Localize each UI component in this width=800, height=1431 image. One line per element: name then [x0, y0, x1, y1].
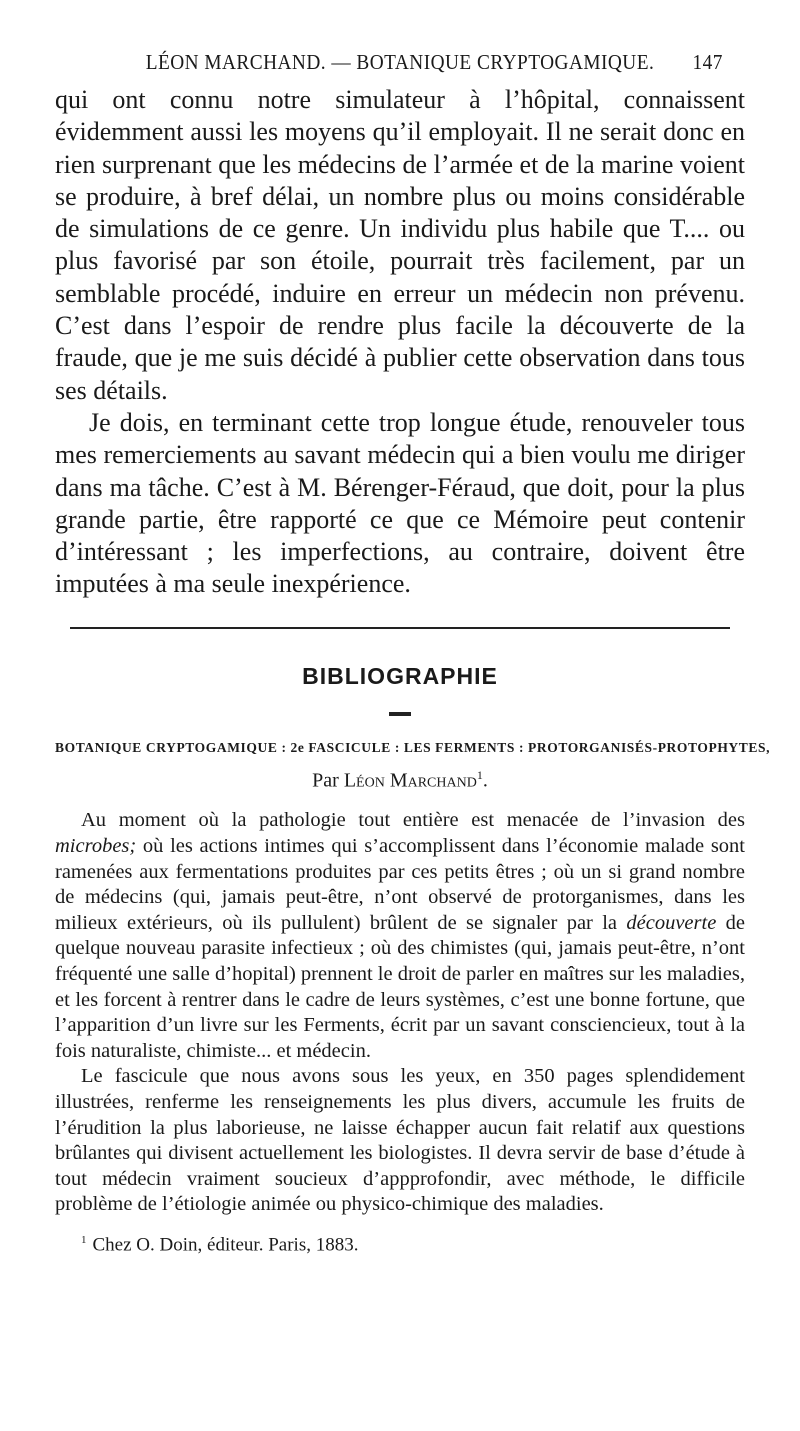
author-name: Léon Marchand [343, 769, 477, 792]
review-italic: microbes; [55, 835, 137, 857]
footnote-mark: 1 [81, 1233, 87, 1246]
paragraph-simulation: qui ont connu notre simulateur à l’hôpital, connaissent évidemment aussi les moyens qu’il employait. Il ne serait donc en rien surprenant que les médecins de l’armée et de la marine voient se produire, à bref délai, un nombre plus ou moins considérable de simulations de ce genre. Un individu plus habile que T.... ou plus favorisé par son étoile, pourrait très facilement, par un semblable procédé, induire en erreur un médecin non prévenu. C’est dans l’espoir de rendre plus facile la découverte de la fraude, que je me suis décidé à publier cette observation dans tous ses détails. [55, 85, 745, 405]
running-head-title: LÉON MARCHAND. — BOTANIQUE CRYPTOGAMIQUE. [145, 50, 655, 74]
heading-dash [389, 712, 411, 716]
author-suffix: . [482, 769, 488, 792]
main-text [55, 84, 745, 601]
review-text: Au moment où la pathologie tout entière est menacée de l’invasion des [81, 809, 745, 832]
paragraph-acknowledgement: Je dois, en terminant cette trop longue étude, renouveler tous mes remerciements au savant médecin qui a bien voulu me diriger dans ma tâche. C’est à M. Bérenger-Féraud, que doit, pour la plus grande partie, être rapporté ce que ce Mémoire peut contenir d’intéressant ; les imperfections, au contraire, doivent être imputées à ma seule inexpérience. [55, 407, 745, 599]
bibliography-heading: BIBLIOGRAPHIE [302, 662, 498, 689]
review-text: de quelque nouveau parasite infectieux ; où des chimistes (qui, jamais peut-être, n’ont fréquenté une salle d’hopital) prennent le droit de parler en maîtres sur les maladies, et les forcent à rentrer dans le cadre de leurs systèmes, c’est une bonne fortune, que l’apparition d’un livre sur les Ferments, écrit par un savant consciencieux, tout à la fois naturaliste, chimiste... et médecin. [55, 911, 745, 1062]
book-review [55, 808, 745, 1218]
document-page [55, 44, 771, 1256]
review-paragraph-2: Le fascicule que nous avons sous les yeux, en 350 pages splendidement illustrées, renferme les renseignements les plus divers, accumule les fruits de l’érudition la plus laborieuse, ne laisse échapper aucun fait relatif aux questions brûlantes qui divisent actuellement les biologistes. Il devra servir de base d’étude à tout médecin vraiment soucieux d’appprofondir, avec méthode, le difficile problème de l’étiologie animée ou physico-chimique des maladies. [55, 1065, 745, 1216]
footnote [55, 1234, 745, 1256]
review-text: où les actions intimes qui s’accomplissent dans l’économie malade sont ramenées aux fermentations produites par ces petits êtres ; où un si grand nombre de médecins (qui, jamais peut-être, n’ont observé de protorganismes, dans les milieux extérieurs, où ils pullulent) brûlent de se signaler par la [55, 835, 745, 934]
book-author [55, 768, 745, 793]
page-number: 147 [692, 50, 723, 74]
footnote-text: Chez O. Doin, éditeur. Paris, 1883. [92, 1234, 359, 1256]
review-italic: découverte [626, 911, 717, 934]
author-prefix: Par [312, 769, 339, 792]
review-paragraph-1 [55, 808, 745, 1064]
running-head [83, 44, 723, 80]
book-subtitle: BOTANIQUE CRYPTOGAMIQUE : 2e FASCICULE : LES FERMENTS : PROTORGANISÉS-PROTOPHYTES, [55, 739, 771, 755]
author-footnote-ref: 1 [476, 767, 483, 782]
section-separator [70, 627, 730, 629]
